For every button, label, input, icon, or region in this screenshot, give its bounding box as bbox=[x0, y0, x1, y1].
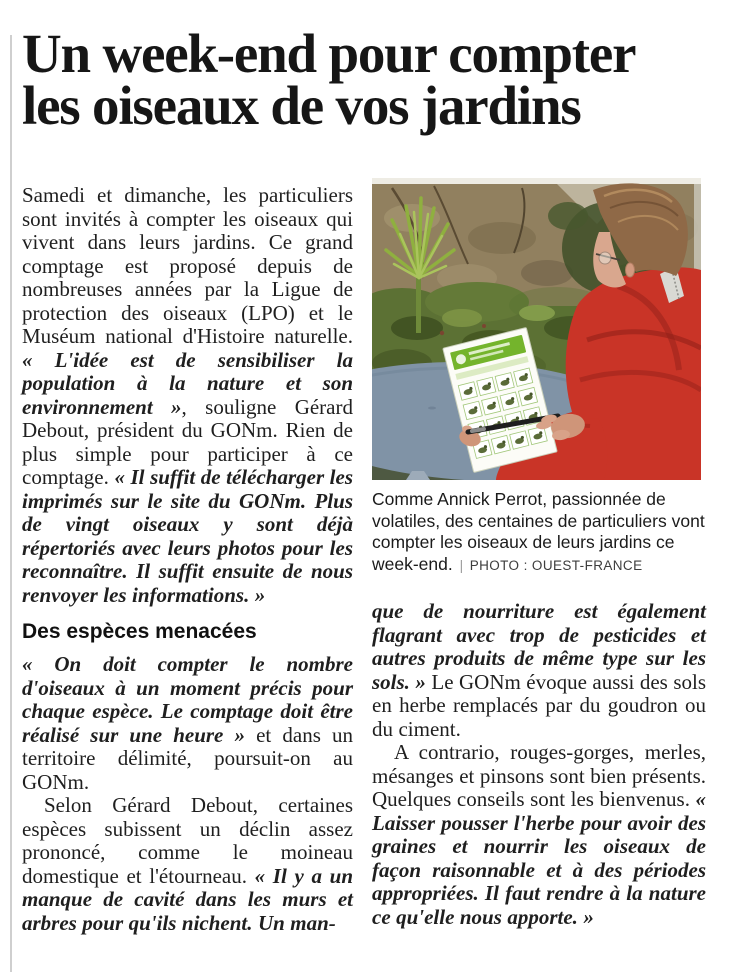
text-run: A contrario, rouges-gorges, merles, mésanges et pinsons sont bien présents. Quelques conseils sont les bienvenus. bbox=[372, 740, 706, 811]
article-paragraph bbox=[372, 741, 706, 929]
text-run: Samedi et dimanche, les particuliers sont invités à compter les oiseaux qui vivent dans leurs jardins. Ce grand comptage est proposé depuis de nombreuses années par la Ligue de protection des oiseaux (LPO) et le Muséum national d'Histoire naturelle. bbox=[22, 183, 353, 348]
text-run: , souligne Gérard Debout, président du GONm. Rien de plus simple pour participer à ce comptage. bbox=[22, 394, 353, 489]
article-photo bbox=[372, 178, 701, 480]
quote-run: que de nourriture est également flagrant avec trop de pesticides et autres produits de même type sur les sols. » bbox=[372, 599, 706, 694]
headline-line-1: Un week-end pour compter bbox=[22, 23, 636, 84]
article-paragraph bbox=[22, 653, 353, 794]
body-column-left bbox=[22, 184, 353, 935]
text-run: Selon Gérard Debout, certaines espèces subissent un déclin assez prononcé, comme le moineau domestique et l'étourneau. bbox=[22, 793, 353, 888]
headline-line-2: les oiseaux de vos jardins bbox=[22, 75, 581, 136]
photo-credit bbox=[458, 558, 643, 573]
credit-separator: | bbox=[459, 557, 464, 573]
text-run: Le GONm évoque aussi des sols en herbe remplacés par du goudron ou du ciment. bbox=[372, 669, 706, 741]
quote-run: « Il suffit de télécharger les imprimés sur le site du GONm. Plus de vingt oiseaux y sont déjà répertoriés avec leurs photos pour les reconnaître. Il suffit ensuite de nous renvoyer les informations. » bbox=[22, 465, 353, 607]
body-column-right bbox=[372, 600, 706, 929]
text-run: et dans un territoire délimité, poursuit-on au GONm. bbox=[22, 722, 353, 794]
garden-photo-illustration bbox=[372, 178, 701, 480]
quote-run: « Il y a un manque de cavité dans les murs et arbres pour qu'ils nichent. Un man- bbox=[22, 863, 353, 935]
quote-run: « Laisser pousser l'herbe pour avoir des graines et nourrir les oiseaux de façon raisonnable et à des périodes appropriées. Il faut rendre à la nature ce qu'elle nous apporte. » bbox=[372, 787, 706, 929]
photo-caption bbox=[372, 489, 709, 576]
section-subheading: Des espèces menacées bbox=[22, 620, 257, 643]
left-margin-rule bbox=[10, 35, 12, 972]
credit-text: PHOTO : OUEST-FRANCE bbox=[469, 557, 643, 573]
quote-run: « On doit compter le nombre d'oiseaux à un moment précis pour chaque espèce. Le comptage doit être réalisé sur une heure » bbox=[22, 652, 353, 747]
article-paragraph bbox=[372, 600, 706, 741]
caption-text: Comme Annick Perrot, passionnée de volatiles, des centaines de particuliers vont compter les oiseaux de leurs jardins ce week-end. bbox=[372, 489, 705, 574]
article-paragraph bbox=[22, 794, 353, 935]
article-paragraph bbox=[22, 184, 353, 607]
ear bbox=[626, 263, 635, 277]
article-headline bbox=[22, 23, 730, 136]
quote-run: « L'idée est de sensibiliser la population à la nature et son environnement » bbox=[22, 347, 353, 419]
